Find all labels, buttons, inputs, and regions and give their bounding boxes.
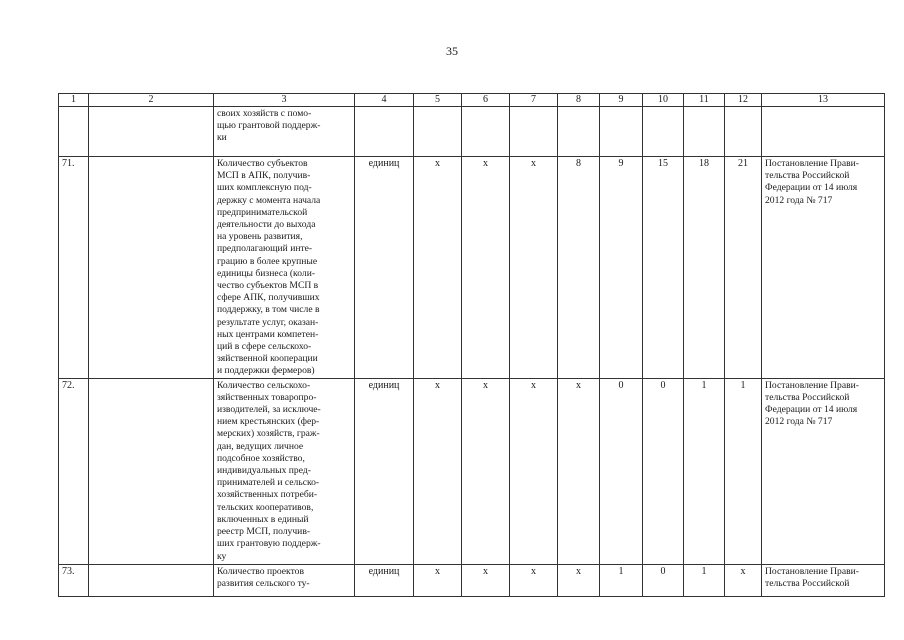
- continuation-empty-cell: [762, 107, 885, 157]
- value-cell: x: [462, 564, 510, 596]
- value-cell: x: [414, 564, 462, 596]
- col2-cell: [89, 378, 214, 564]
- continuation-empty-cell: [684, 107, 725, 157]
- indicator-line: развития сельского ту-: [217, 577, 310, 589]
- continuation-empty-cell: [462, 107, 510, 157]
- value-cell: 8: [558, 157, 600, 379]
- value-cell: 0: [643, 564, 684, 596]
- indicator-line: тельских кооперативов,: [217, 501, 314, 513]
- indicator-line: Количество сельскохо-: [217, 379, 311, 391]
- header-cell-4: 4: [355, 94, 414, 107]
- header-cell-9: 9: [600, 94, 643, 107]
- indicators-table: [58, 93, 885, 597]
- continuation-empty-cell: [725, 107, 762, 157]
- continuation-empty-cell: [643, 107, 684, 157]
- value-cell: 1: [684, 378, 725, 564]
- source-line: 2012 года № 717: [765, 194, 833, 206]
- indicator-line: поддержку, в том числе в: [217, 304, 320, 316]
- value-cell: x: [558, 378, 600, 564]
- source-cell: [762, 564, 885, 596]
- header-cell-10: 10: [643, 94, 684, 107]
- value-cell: 18: [684, 157, 725, 379]
- indicator-line: своих хозяйств с помо-: [217, 108, 312, 119]
- table-row-73: [59, 564, 885, 596]
- header-cell-7: 7: [510, 94, 558, 107]
- indicator-line: на уровень развития,: [217, 231, 303, 243]
- header-cell-5: 5: [414, 94, 462, 107]
- unit-cell: единиц: [355, 157, 414, 379]
- indicator-line: Количество субъектов: [217, 158, 308, 169]
- value-cell: 21: [725, 157, 762, 379]
- indicator-line: дан, ведущих личное: [217, 440, 304, 452]
- source-line: Постановление Прави-: [765, 565, 859, 577]
- indicator-line: держку с момента начала: [217, 194, 321, 206]
- page-number: 35: [446, 44, 458, 58]
- source-line: Постановление Прави-: [765, 379, 859, 391]
- indicator-line: Количество проектов: [217, 565, 304, 577]
- indicator-line: и поддержки фермеров): [217, 365, 315, 377]
- continuation-empty-cell: [558, 107, 600, 157]
- indicator-line: грацию в более крупные: [217, 255, 318, 267]
- value-cell: 1: [725, 378, 762, 564]
- value-cell: x: [462, 378, 510, 564]
- table-row-72: [59, 378, 885, 564]
- indicator-line: подсобное хозяйство,: [217, 452, 305, 464]
- value-cell: x: [510, 564, 558, 596]
- source-line: тельства Российской: [765, 391, 850, 403]
- header-cell-1: 1: [59, 94, 89, 107]
- indicator-line: ций в сфере сельскохо-: [217, 341, 312, 353]
- indicator-line: нием крестьянских (фер-: [217, 416, 320, 428]
- indicator-line: щью грантовой поддерж-: [217, 120, 321, 132]
- indicator-line: индивидуальных пред-: [217, 465, 311, 477]
- indicator-line: ших грантовую поддерж-: [217, 538, 321, 550]
- indicator-line: предполагающий инте-: [217, 243, 313, 255]
- header-cell-12: 12: [725, 94, 762, 107]
- indicator-line: ки: [217, 132, 227, 144]
- indicator-line: деятельности до выхода: [217, 219, 316, 231]
- indicator-cell: [214, 564, 355, 596]
- indicator-line: ку: [217, 550, 227, 562]
- col2-cell: [89, 564, 214, 596]
- header-row: [59, 94, 885, 107]
- continuation-row: [59, 107, 885, 157]
- indicator-line: предпринимательской: [217, 206, 308, 218]
- value-cell: 15: [643, 157, 684, 379]
- value-cell: 1: [600, 564, 643, 596]
- unit-cell: единиц: [355, 564, 414, 596]
- indicator-line: хозяйственных потреби-: [217, 489, 318, 501]
- continuation-num-cell: [59, 107, 89, 157]
- row-number: 72.: [59, 378, 89, 564]
- value-cell: 9: [600, 157, 643, 379]
- indicator-line: реестр МСП, получив-: [217, 526, 311, 538]
- row-number: 73.: [59, 564, 89, 596]
- value-cell: x: [510, 378, 558, 564]
- continuation-empty-cell: [355, 107, 414, 157]
- value-cell: x: [414, 157, 462, 379]
- indicator-line: включенных в единый: [217, 513, 309, 525]
- col2-cell: [89, 157, 214, 379]
- indicator-line: единицы бизнеса (коли-: [217, 267, 316, 279]
- header-cell-2: 2: [89, 94, 214, 107]
- continuation-empty-cell: [510, 107, 558, 157]
- header-cell-8: 8: [558, 94, 600, 107]
- continuation-indicator-cell: [214, 107, 355, 157]
- indicator-line: зяйственной кооперации: [217, 353, 318, 365]
- indicator-line: сфере АПК, получивших: [217, 292, 320, 304]
- indicator-line: зяйственных товаропро-: [217, 391, 317, 403]
- table-row-71: [59, 157, 885, 379]
- indicator-line: мерских) хозяйств, граж-: [217, 428, 320, 440]
- source-cell: [762, 378, 885, 564]
- unit-cell: единиц: [355, 378, 414, 564]
- indicator-line: МСП в АПК, получив-: [217, 170, 311, 182]
- indicator-line: результате услуг, оказан-: [217, 316, 319, 328]
- source-line: Федерации от 14 июля: [765, 182, 858, 194]
- value-cell: 0: [643, 378, 684, 564]
- value-cell: x: [510, 157, 558, 379]
- source-line: Федерации от 14 июля: [765, 404, 858, 416]
- continuation-col2-cell: [89, 107, 214, 157]
- indicator-cell: [214, 157, 355, 379]
- source-line: тельства Российской: [765, 170, 850, 182]
- value-cell: x: [558, 564, 600, 596]
- continuation-empty-cell: [600, 107, 643, 157]
- value-cell: 0: [600, 378, 643, 564]
- indicator-line: ных центрами компетен-: [217, 328, 319, 340]
- value-cell: x: [414, 378, 462, 564]
- value-cell: x: [725, 564, 762, 596]
- continuation-empty-cell: [414, 107, 462, 157]
- row-number: 71.: [59, 157, 89, 379]
- source-cell: [762, 157, 885, 379]
- header-cell-6: 6: [462, 94, 510, 107]
- header-cell-13: 13: [762, 94, 885, 107]
- value-cell: x: [462, 157, 510, 379]
- indicator-line: принимателей и сельско-: [217, 477, 320, 489]
- source-line: 2012 года № 717: [765, 416, 833, 428]
- indicator-line: ших комплексную под-: [217, 182, 312, 194]
- source-line: тельства Российской: [765, 577, 850, 589]
- source-line: Постановление Прави-: [765, 158, 859, 169]
- header-cell-3: 3: [214, 94, 355, 107]
- indicator-line: изводителей, за исключе-: [217, 404, 321, 416]
- value-cell: 1: [684, 564, 725, 596]
- header-cell-11: 11: [684, 94, 725, 107]
- indicator-cell: [214, 378, 355, 564]
- indicator-line: чество субъектов МСП в: [217, 280, 319, 292]
